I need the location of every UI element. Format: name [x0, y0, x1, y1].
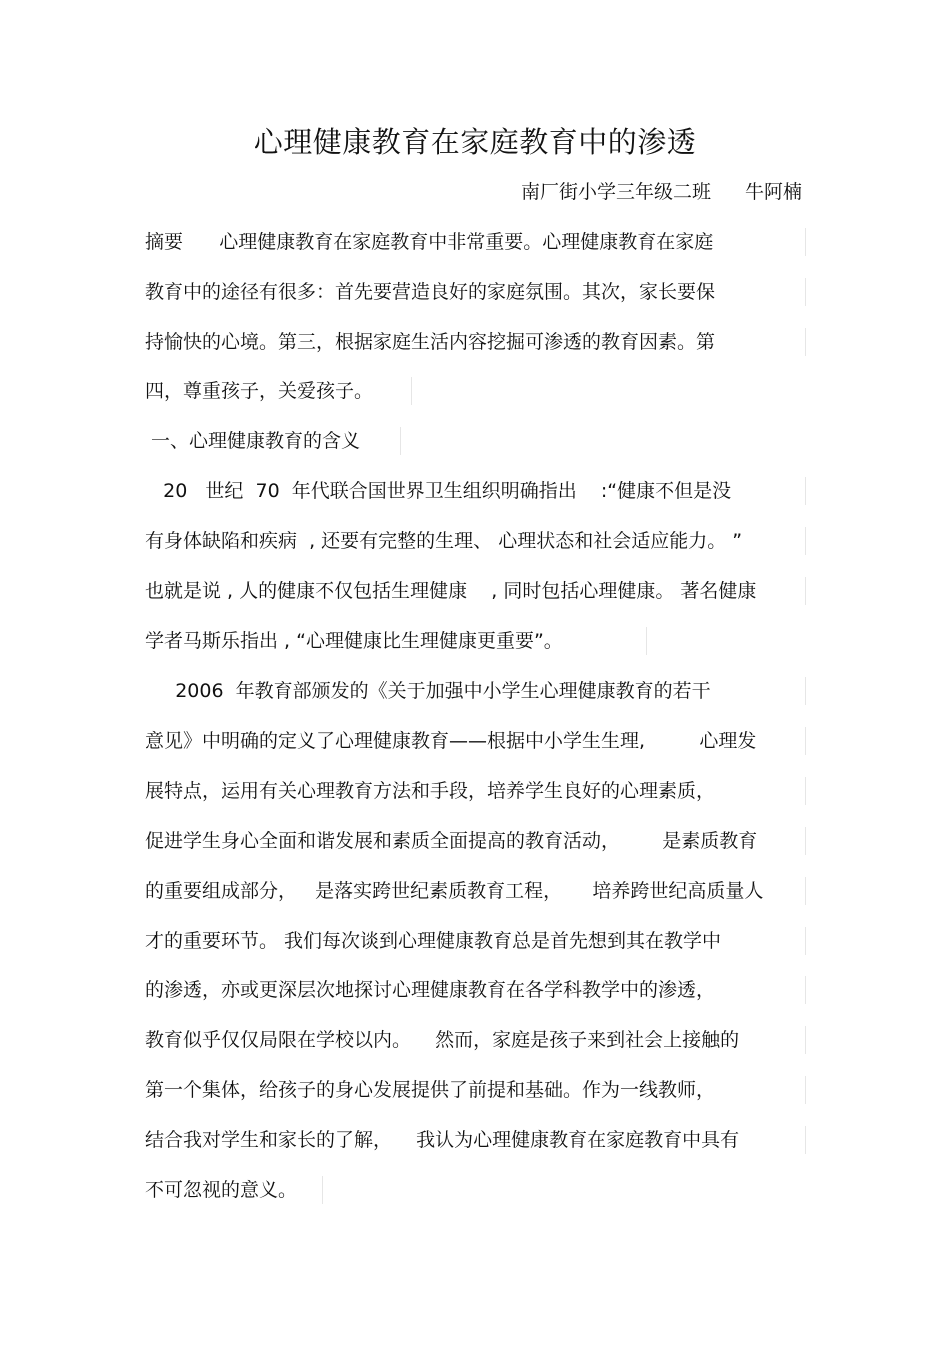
line-text: 持愉快的心境。第三，根据家庭生活内容挖掘可渗透的教育因素。第: [145, 331, 716, 353]
body-line: [145, 774, 715, 808]
line-end-mark: [805, 527, 806, 555]
line-text: 结合我对学生和家长的了解， 我认为心理健康教育在家庭教育中具有: [145, 1129, 740, 1151]
author-name: 牛阿楠: [744, 181, 802, 203]
line-text: 20 世纪 70 年代联合国世界卫生组织明确指出 :“健康不但是没: [145, 480, 732, 502]
line-end-mark: [646, 627, 647, 655]
author-line: [521, 178, 802, 206]
body-line: [145, 574, 756, 608]
line-end-mark: [805, 1026, 806, 1054]
line-text: 学者马斯乐指出 , “心理健康比生理健康更重要”。: [145, 630, 563, 652]
body-line: [145, 524, 742, 558]
line-end-mark: [805, 976, 806, 1004]
body-line: [145, 325, 715, 359]
body-line: [145, 1123, 739, 1157]
line-text: 摘要 心理健康教育在家庭教育中非常重要。心理健康教育在家庭: [145, 231, 714, 253]
line-text: 意见》中明确的定义了心理健康教育——根据中小学生生理, 心理发: [145, 730, 757, 752]
body-line: [145, 674, 711, 708]
line-text: 也就是说 , 人的健康不仅包括生理健康 , 同时包括心理健康。 著名健康: [145, 580, 757, 602]
body-line: [145, 924, 721, 958]
body-line: [145, 874, 763, 908]
line-end-mark: [805, 577, 806, 605]
body-line: [145, 824, 757, 858]
line-text: 2006 年教育部颁发的《关于加强中小学生心理健康教育的若干: [145, 680, 711, 702]
body-line: [145, 973, 715, 1007]
line-end-mark: [805, 727, 806, 755]
line-text: 有身体缺陷和疾病 , 还要有完整的生理、 心理状态和社会适应能力。 ”: [145, 530, 743, 552]
line-text: 教育似乎仅仅局限在学校以内。 然而，家庭是孩子来到社会上接触的: [145, 1029, 740, 1051]
line-end-mark: [805, 278, 806, 306]
body-line: [145, 624, 563, 658]
line-end-mark: [805, 477, 806, 505]
line-text: 展特点，运用有关心理教育方法和手段，培养学生良好的心理素质，: [145, 780, 716, 802]
body-line: [145, 1073, 715, 1107]
line-end-mark: [805, 228, 806, 256]
line-text: 才的重要环节。 我们每次谈到心理健康教育总是首先想到其在教学中: [145, 930, 722, 952]
line-text: 四，尊重孩子，关爱孩子。: [145, 380, 374, 402]
body-line: [145, 374, 373, 408]
line-end-mark: [805, 677, 806, 705]
line-end-mark: [805, 877, 806, 905]
section-heading: [145, 424, 360, 458]
body-line: [145, 1023, 739, 1057]
line-end-mark: [400, 427, 401, 455]
line-text: 的渗透，亦或更深层次地探讨心理健康教育在各学科教学中的渗透，: [145, 979, 716, 1001]
body-line: [145, 275, 715, 309]
line-end-mark: [805, 328, 806, 356]
body-line: [145, 474, 731, 508]
line-end-mark: [805, 1076, 806, 1104]
line-text: 第一个集体，给孩子的身心发展提供了前提和基础。作为一线教师，: [145, 1079, 716, 1101]
line-text: 教育中的途径有很多：首先要营造良好的家庭氛围。其次，家长要保: [145, 281, 716, 303]
line-text: 不可忽视的意义。: [145, 1179, 298, 1201]
line-end-mark: [805, 827, 806, 855]
line-end-mark: [805, 1126, 806, 1154]
body-line: [145, 1173, 297, 1207]
line-end-mark: [411, 377, 412, 405]
line-end-mark: [805, 927, 806, 955]
line-end-mark: [805, 777, 806, 805]
line-text: 促进学生身心全面和谐发展和素质全面提高的教育活动， 是素质教育: [145, 830, 758, 852]
document-title: 心理健康教育在家庭教育中的渗透: [253, 125, 697, 159]
body-line: [145, 724, 756, 758]
line-end-mark: [322, 1176, 323, 1204]
line-text: 一、心理健康教育的含义: [145, 430, 361, 452]
body-line: [145, 225, 713, 259]
author-school: 南厂街小学三年级二班: [520, 181, 711, 203]
line-text: 的重要组成部分， 是落实跨世纪素质教育工程， 培养跨世纪高质量人: [145, 880, 764, 902]
